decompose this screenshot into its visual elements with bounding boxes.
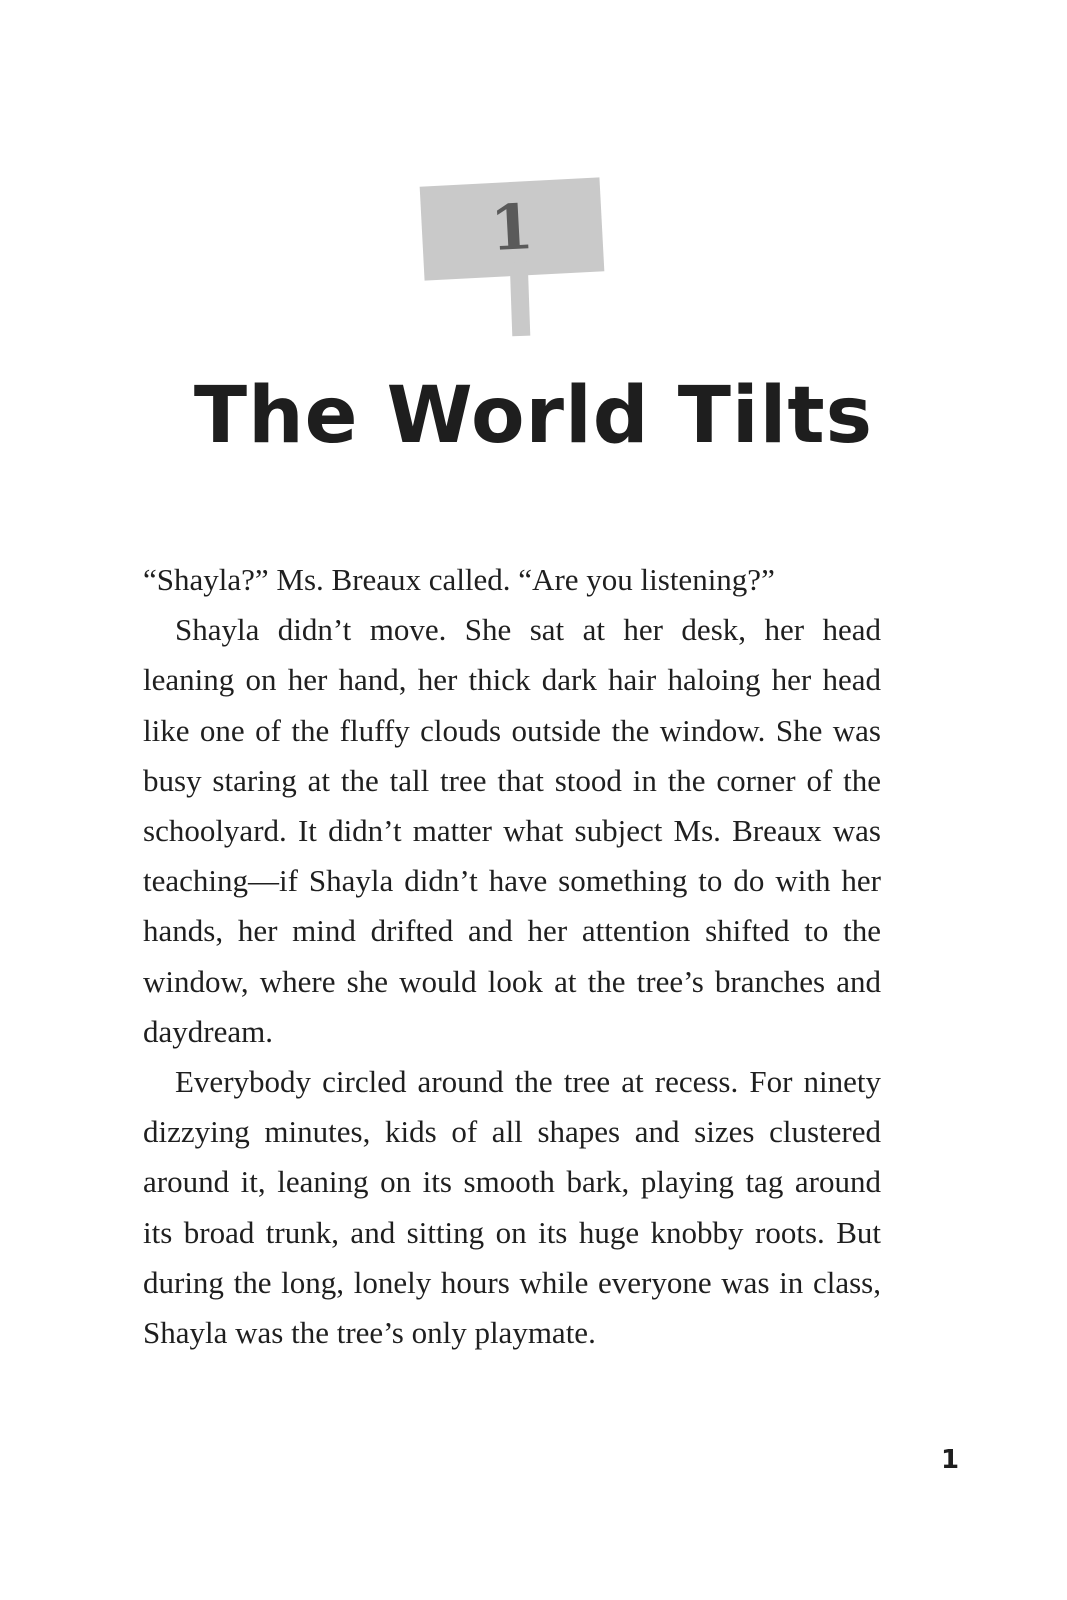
- chapter-title: The World Tilts: [193, 371, 874, 461]
- chapter-body: [143, 555, 881, 1358]
- paragraph-1: “Shayla?” Ms. Breaux called. “Are you listening?”: [143, 562, 775, 597]
- sign-post: [510, 262, 531, 337]
- chapter-sign: [0, 0, 1067, 360]
- paragraph-2: Shayla didn’t move. She sat at her desk, her head leaning on her hand, her thick dark hair haloing her head like one of the fluffy clouds outside the window. She was busy staring at the tall tree that stood in the corner of the schoolyard. It didn’t matter what subject Ms. Breaux was teaching—if Shayla didn’t have something to do with her hands, her mind drifted and her attention shifted to the window, where she would look at the tree’s branches and daydream.: [143, 612, 881, 1049]
- chapter-number: 1: [488, 189, 536, 266]
- page-number: 1: [940, 1445, 960, 1475]
- paragraph-3: Everybody circled around the tree at recess. For ninety dizzying minutes, kids of all shapes and sizes clustered around it, leaning on its smooth bark, playing tag around its broad trunk, and sitting on its huge knobby roots. But during the long, lonely hours while everyone was in class, Shayla was the tree’s only playmate.: [143, 1064, 881, 1351]
